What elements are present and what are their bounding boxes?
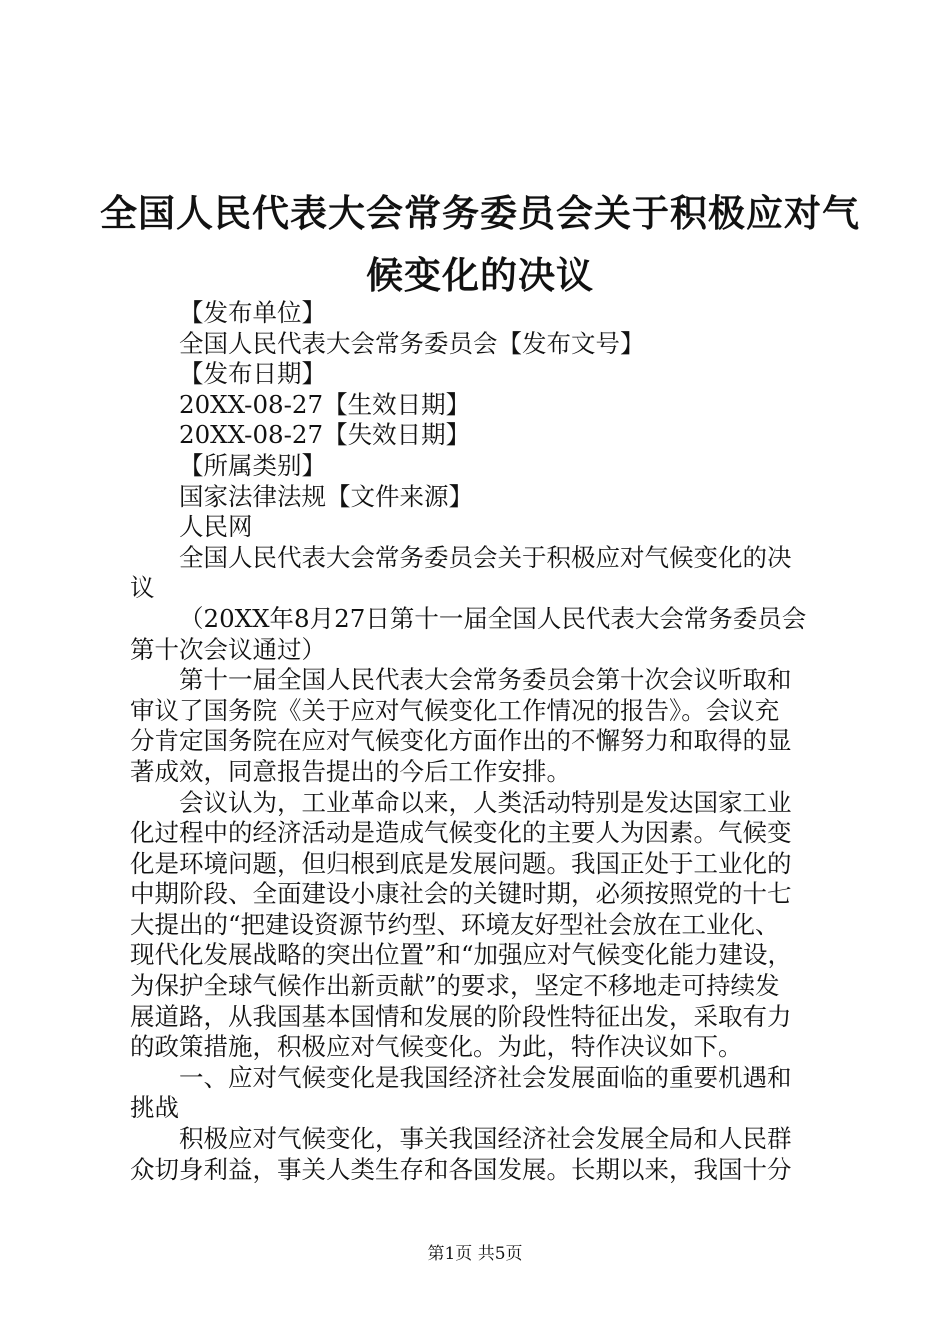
meta-line: 20XX-08-27【失效日期】 <box>179 420 471 450</box>
title-line-2: 候变化的决议 <box>366 253 594 297</box>
body-line: 挑战 <box>130 1093 179 1123</box>
body-line: 的政策措施，积极应对气候变化。为此，特作决议如下。 <box>130 1032 743 1062</box>
meta-line: 人民网 <box>179 512 253 542</box>
body-line: 著成效，同意报告提出的今后工作安排。 <box>130 756 571 786</box>
body-line: 第十次会议通过） <box>130 634 326 664</box>
body-line: （20XX年8月27日第十一届全国人民代表大会常务委员会 <box>179 603 807 633</box>
body-line: 展道路，从我国基本国情和发展的阶段性特征出发，采取有力 <box>130 1001 792 1031</box>
body-line: 会议认为，工业革命以来，人类活动特别是发达国家工业 <box>179 787 792 817</box>
body-line: 化是环境问题，但归根到底是发展问题。我国正处于工业化的 <box>130 848 792 878</box>
meta-line: 全国人民代表大会常务委员会【发布文号】 <box>179 328 645 358</box>
meta-line: 【发布单位】 <box>179 298 326 327</box>
body-line: 现代化发展战略的突出位置”和“加强应对气候变化能力建设， <box>130 940 793 970</box>
body-line: 大提出的“把建设资源节约型、环境友好型社会放在工业化、 <box>130 909 780 939</box>
body-line: 积极应对气候变化，事关我国经济社会发展全局和人民群 <box>179 1124 792 1154</box>
body-line: 中期阶段、全面建设小康社会的关键时期，必须按照党的十七 <box>130 879 792 909</box>
body-line: 化过程中的经济活动是造成气候变化的主要人为因素。气候变 <box>130 818 792 848</box>
body-line: 第十一届全国人民代表大会常务委员会第十次会议听取和 <box>179 665 792 695</box>
title-line-1: 全国人民代表大会常务委员会关于积极应对气 <box>100 191 860 235</box>
body-line: 一、应对气候变化是我国经济社会发展面临的重要机遇和 <box>179 1062 792 1092</box>
body-line: 为保护全球气候作出新贡献”的要求，坚定不移地走可持续发 <box>130 971 780 1001</box>
body-line: 审议了国务院《关于应对气候变化工作情况的报告》。会议充 <box>130 695 780 725</box>
meta-line: 20XX-08-27【生效日期】 <box>179 389 471 419</box>
meta-line: 【发布日期】 <box>179 359 326 389</box>
document-body <box>130 298 840 1185</box>
body-line: 全国人民代表大会常务委员会关于积极应对气候变化的决 <box>179 542 792 572</box>
body-line: 议 <box>130 573 155 603</box>
document-title <box>100 182 860 306</box>
meta-line: 国家法律法规【文件来源】 <box>179 481 473 511</box>
body-line: 众切身利益，事关人类生存和各国发展。长期以来，我国十分 <box>130 1154 792 1184</box>
body-line: 分肯定国务院在应对气候变化方面作出的不懈努力和取得的显 <box>130 726 792 756</box>
page-footer: 第1页 共5页 <box>427 1244 523 1264</box>
meta-line: 【所属类别】 <box>179 450 326 480</box>
